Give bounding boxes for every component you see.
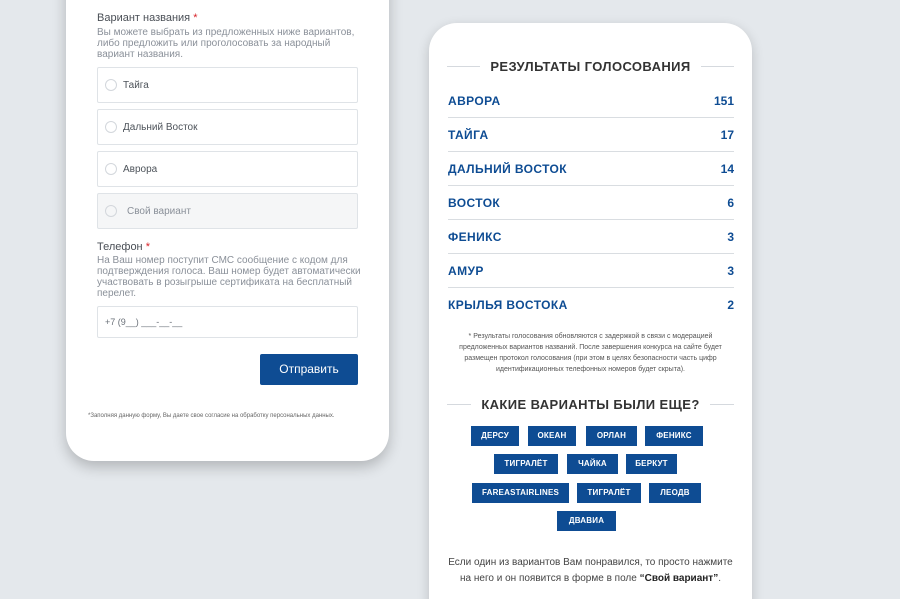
name-hint: Вы можете выбрать из предложенных ниже вариантов, либо предложить или проголосовать за народный вариант названия. xyxy=(97,27,355,60)
option-far-east[interactable]: Дальний Восток xyxy=(97,109,358,145)
footer-hint: Если один из вариантов Вам понравился, то просто нажмите на него и он появится в форме в поле “Свой вариант”. xyxy=(448,557,733,584)
variant-chip[interactable]: ОРЛАН xyxy=(586,426,637,446)
variant-chip[interactable]: ДЕРСУ xyxy=(471,426,519,446)
variant-chip[interactable]: ЛЕОДВ xyxy=(649,483,701,503)
variant-chip[interactable]: ОКЕАН xyxy=(528,426,576,446)
phone-label: Телефон * xyxy=(97,241,150,253)
divider xyxy=(447,404,471,405)
divider xyxy=(447,66,480,67)
option-avrora[interactable]: Аврора xyxy=(97,151,358,187)
divider xyxy=(701,66,734,67)
others-title: КАКИЕ ВАРИАНТЫ БЫЛИ ЕЩЕ? xyxy=(447,397,734,412)
result-row: ВОСТОК 6 xyxy=(448,186,734,220)
results-note: * Результаты голосования обновляются с задержкой в связи с модерацией предложенных вариантов названий. После завершения конкурса на сайте будет размещен протокол голосования (при этом в целях безопасности часть цифр идентификационных телефонных номеров будет скрыта). xyxy=(459,333,722,373)
submit-button[interactable]: Отправить xyxy=(260,354,358,385)
variant-chip[interactable]: БЕРКУТ xyxy=(626,454,677,474)
result-row: ФЕНИКС 3 xyxy=(448,220,734,254)
result-row: КРЫЛЬЯ ВОСТОКА 2 xyxy=(448,298,734,312)
result-row: ДАЛЬНИЙ ВОСТОК 14 xyxy=(448,152,734,186)
variant-chip[interactable]: ТИГРАЛЁТ xyxy=(494,454,558,474)
vote-form-card xyxy=(66,0,389,461)
name-label: Вариант названия * xyxy=(97,12,198,24)
result-row: АМУР 3 xyxy=(448,254,734,288)
radio-icon[interactable] xyxy=(105,79,117,91)
radio-icon[interactable] xyxy=(105,205,117,217)
phone-hint: На Ваш номер поступит СМС сообщение с кодом для подтверждения голоса. Ваш номер будет автоматически участвовать в розыгрыше сертификата на бесплатный перелет. xyxy=(97,255,361,299)
radio-icon[interactable] xyxy=(105,163,117,175)
variant-chip[interactable]: FAREASTAIRLINES xyxy=(472,483,569,503)
result-row: АВРОРА 151 xyxy=(448,84,734,118)
results-card xyxy=(429,23,752,599)
custom-option-input[interactable]: Свой вариант xyxy=(97,193,358,229)
variant-chip[interactable]: ЧАЙКА xyxy=(567,454,618,474)
radio-icon[interactable] xyxy=(105,121,117,133)
results-title: РЕЗУЛЬТАТЫ ГОЛОСОВАНИЯ xyxy=(447,59,734,74)
variant-chip[interactable]: ДВАВИА xyxy=(557,511,616,531)
phone-input[interactable]: +7 (9__) ___-__-__ xyxy=(97,306,358,338)
option-taiga[interactable]: Тайга xyxy=(97,67,358,103)
result-row: ТАЙГА 17 xyxy=(448,118,734,152)
consent-text: *Заполняя данную форму, Вы даете свое согласие на обработку персональных данных. xyxy=(88,413,335,419)
divider xyxy=(710,404,734,405)
variant-chip[interactable]: ФЕНИКС xyxy=(645,426,703,446)
variant-chip[interactable]: ТИГРАЛЁТ xyxy=(577,483,641,503)
